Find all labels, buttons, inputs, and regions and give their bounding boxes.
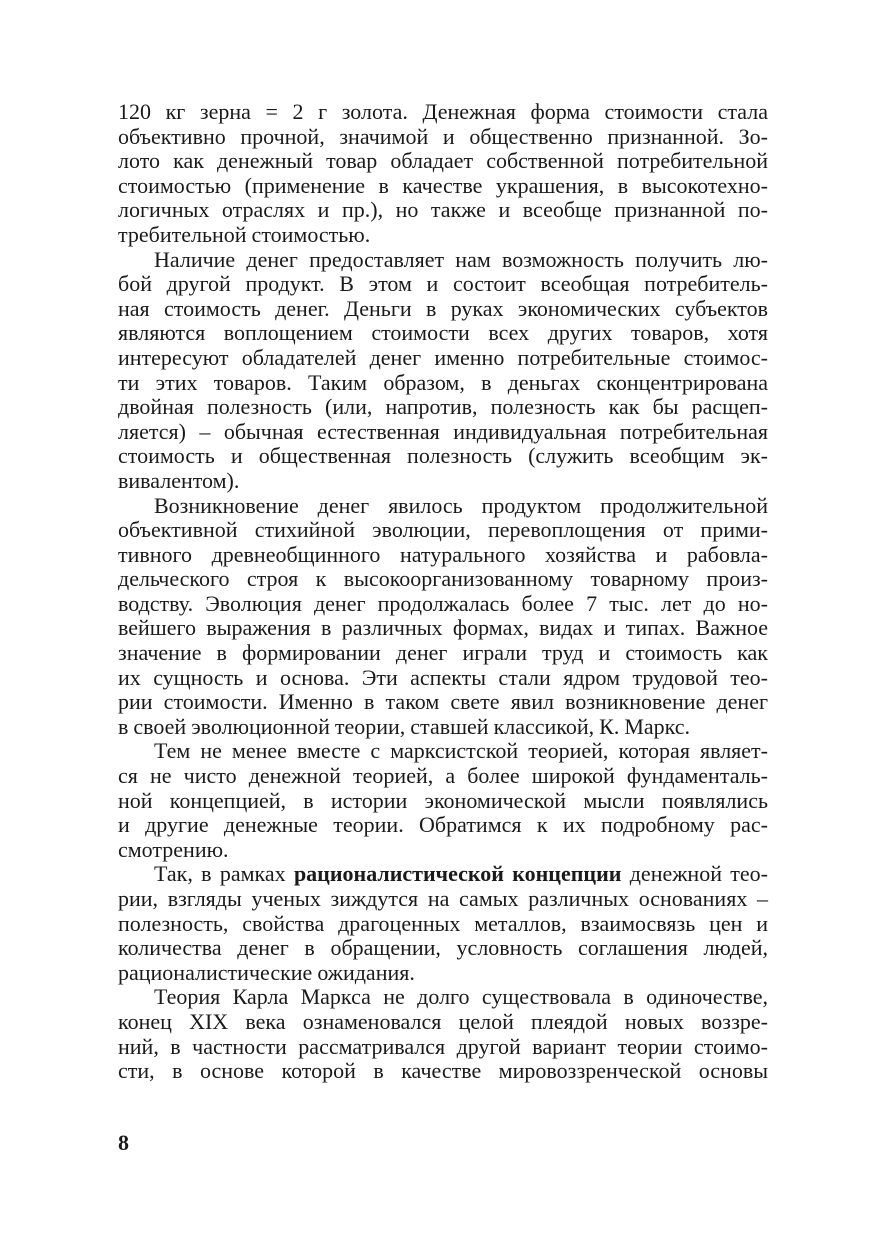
text-line: стоимость и общественная полезность (служить всеобщим эк-: [118, 443, 768, 469]
text-run: Так, в рамках: [154, 861, 294, 887]
text-line: рии, взгляды ученых зиждутся на самых различных основаниях –: [118, 886, 768, 911]
text-run: денежной тео-: [621, 861, 768, 887]
paragraph-5: [118, 862, 768, 985]
page-number: 8: [118, 1130, 129, 1155]
text-line: 120 кг зерна = 2 г золота. Денежная форма стоимости стала: [118, 99, 768, 124]
text-line: дельческого строя к высокоорганизованному товарному произ-: [118, 566, 768, 592]
text-line: логичных отраслях и пр.), но также и всеобще признанной по-: [118, 197, 768, 223]
paragraph-2: [118, 248, 768, 494]
text-line: сти, в основе которой в качестве мировоззренческой основы: [118, 1058, 768, 1084]
page-body: [118, 100, 768, 1084]
text-line: вейшего выражения в различных формах, видах и типах. Важное: [118, 615, 768, 641]
text-line: объективной стихийной эволюции, перевоплощения от прими-: [118, 517, 768, 543]
text-line: объективно прочной, значимой и общественно признанной. Зо-: [118, 123, 768, 149]
text-line: рии стоимости. Именно в таком свете явил возникновение денег: [118, 689, 768, 715]
text-line: требительной стоимостью.: [118, 221, 371, 247]
text-line: их сущность и основа. Эти аспекты стали ядром трудовой тео-: [118, 664, 768, 690]
text-line: Возникновение денег явилось продуктом продолжительной: [154, 492, 768, 518]
text-line: значение в формировании денег играли труд и стоимость как: [118, 640, 768, 666]
paragraph-1: [118, 100, 768, 248]
paragraph-6: [118, 985, 768, 1083]
text-line: стоимостью (применение в качестве украшения, в высокотехно-: [118, 172, 768, 198]
text-line: и другие денежные теории. Обратимся к их подробному рас-: [118, 812, 768, 838]
text-line: в своей эволюционной теории, ставшей классикой, К. Маркс.: [118, 713, 691, 739]
paragraph-4: [118, 739, 768, 862]
text-line: ной концепцией, в истории экономической мысли появлялись: [118, 787, 768, 813]
text-line: ний, в частности рассматривался другой вариант теории стоимо-: [118, 1033, 768, 1059]
text-line: бой другой продукт. В этом и состоит всеобщая потребитель-: [118, 271, 768, 297]
text-line: ная стоимость денег. Деньги в руках экономических субъектов: [118, 295, 768, 321]
text-line-with-term: [118, 862, 768, 887]
text-line: ся не чисто денежной теорией, а более широкой фундаменталь-: [118, 763, 768, 789]
text-line: тивного древнеобщинного натурального хозяйства и рабовла-: [118, 541, 768, 567]
text-line: Теория Карла Маркса не долго существовала в одиночестве,: [154, 984, 768, 1010]
text-line: вивалентом).: [118, 467, 240, 493]
text-line: являются воплощением стоимости всех других товаров, хотя: [118, 320, 768, 346]
paragraph-3: [118, 494, 768, 740]
text-line: полезность, свойства драгоценных металлов, взаимосвязь цен и: [118, 910, 768, 936]
text-line: рационалистические ожидания.: [118, 959, 415, 985]
text-line: смотрению.: [118, 836, 229, 862]
text-line: ляется) – обычная естественная индивидуальная потребительная: [118, 418, 768, 444]
text-line: ти этих товаров. Таким образом, в деньгах сконцентрирована: [118, 369, 768, 395]
text-line: Наличие денег предоставляет нам возможность получить лю-: [154, 246, 768, 272]
text-line: конец XIX века ознаменовался целой плеядой новых воззре-: [118, 1008, 768, 1034]
text-line: интересуют обладателей денег именно потребительные стоимос-: [118, 344, 768, 370]
text-line: Тем не менее вместе с марксистской теорией, которая являет-: [154, 738, 768, 764]
bold-term: рационалистической концепции: [293, 861, 622, 887]
text-line: водству. Эволюция денег продолжалась более 7 тыс. лет до но-: [118, 590, 768, 616]
text-line: лото как денежный товар обладает собственной потребительной: [118, 148, 768, 174]
text-line: двойная полезность (или, напротив, полезность как бы расщеп-: [118, 394, 768, 420]
text-line: количества денег в обращении, условность соглашения людей,: [118, 935, 768, 961]
